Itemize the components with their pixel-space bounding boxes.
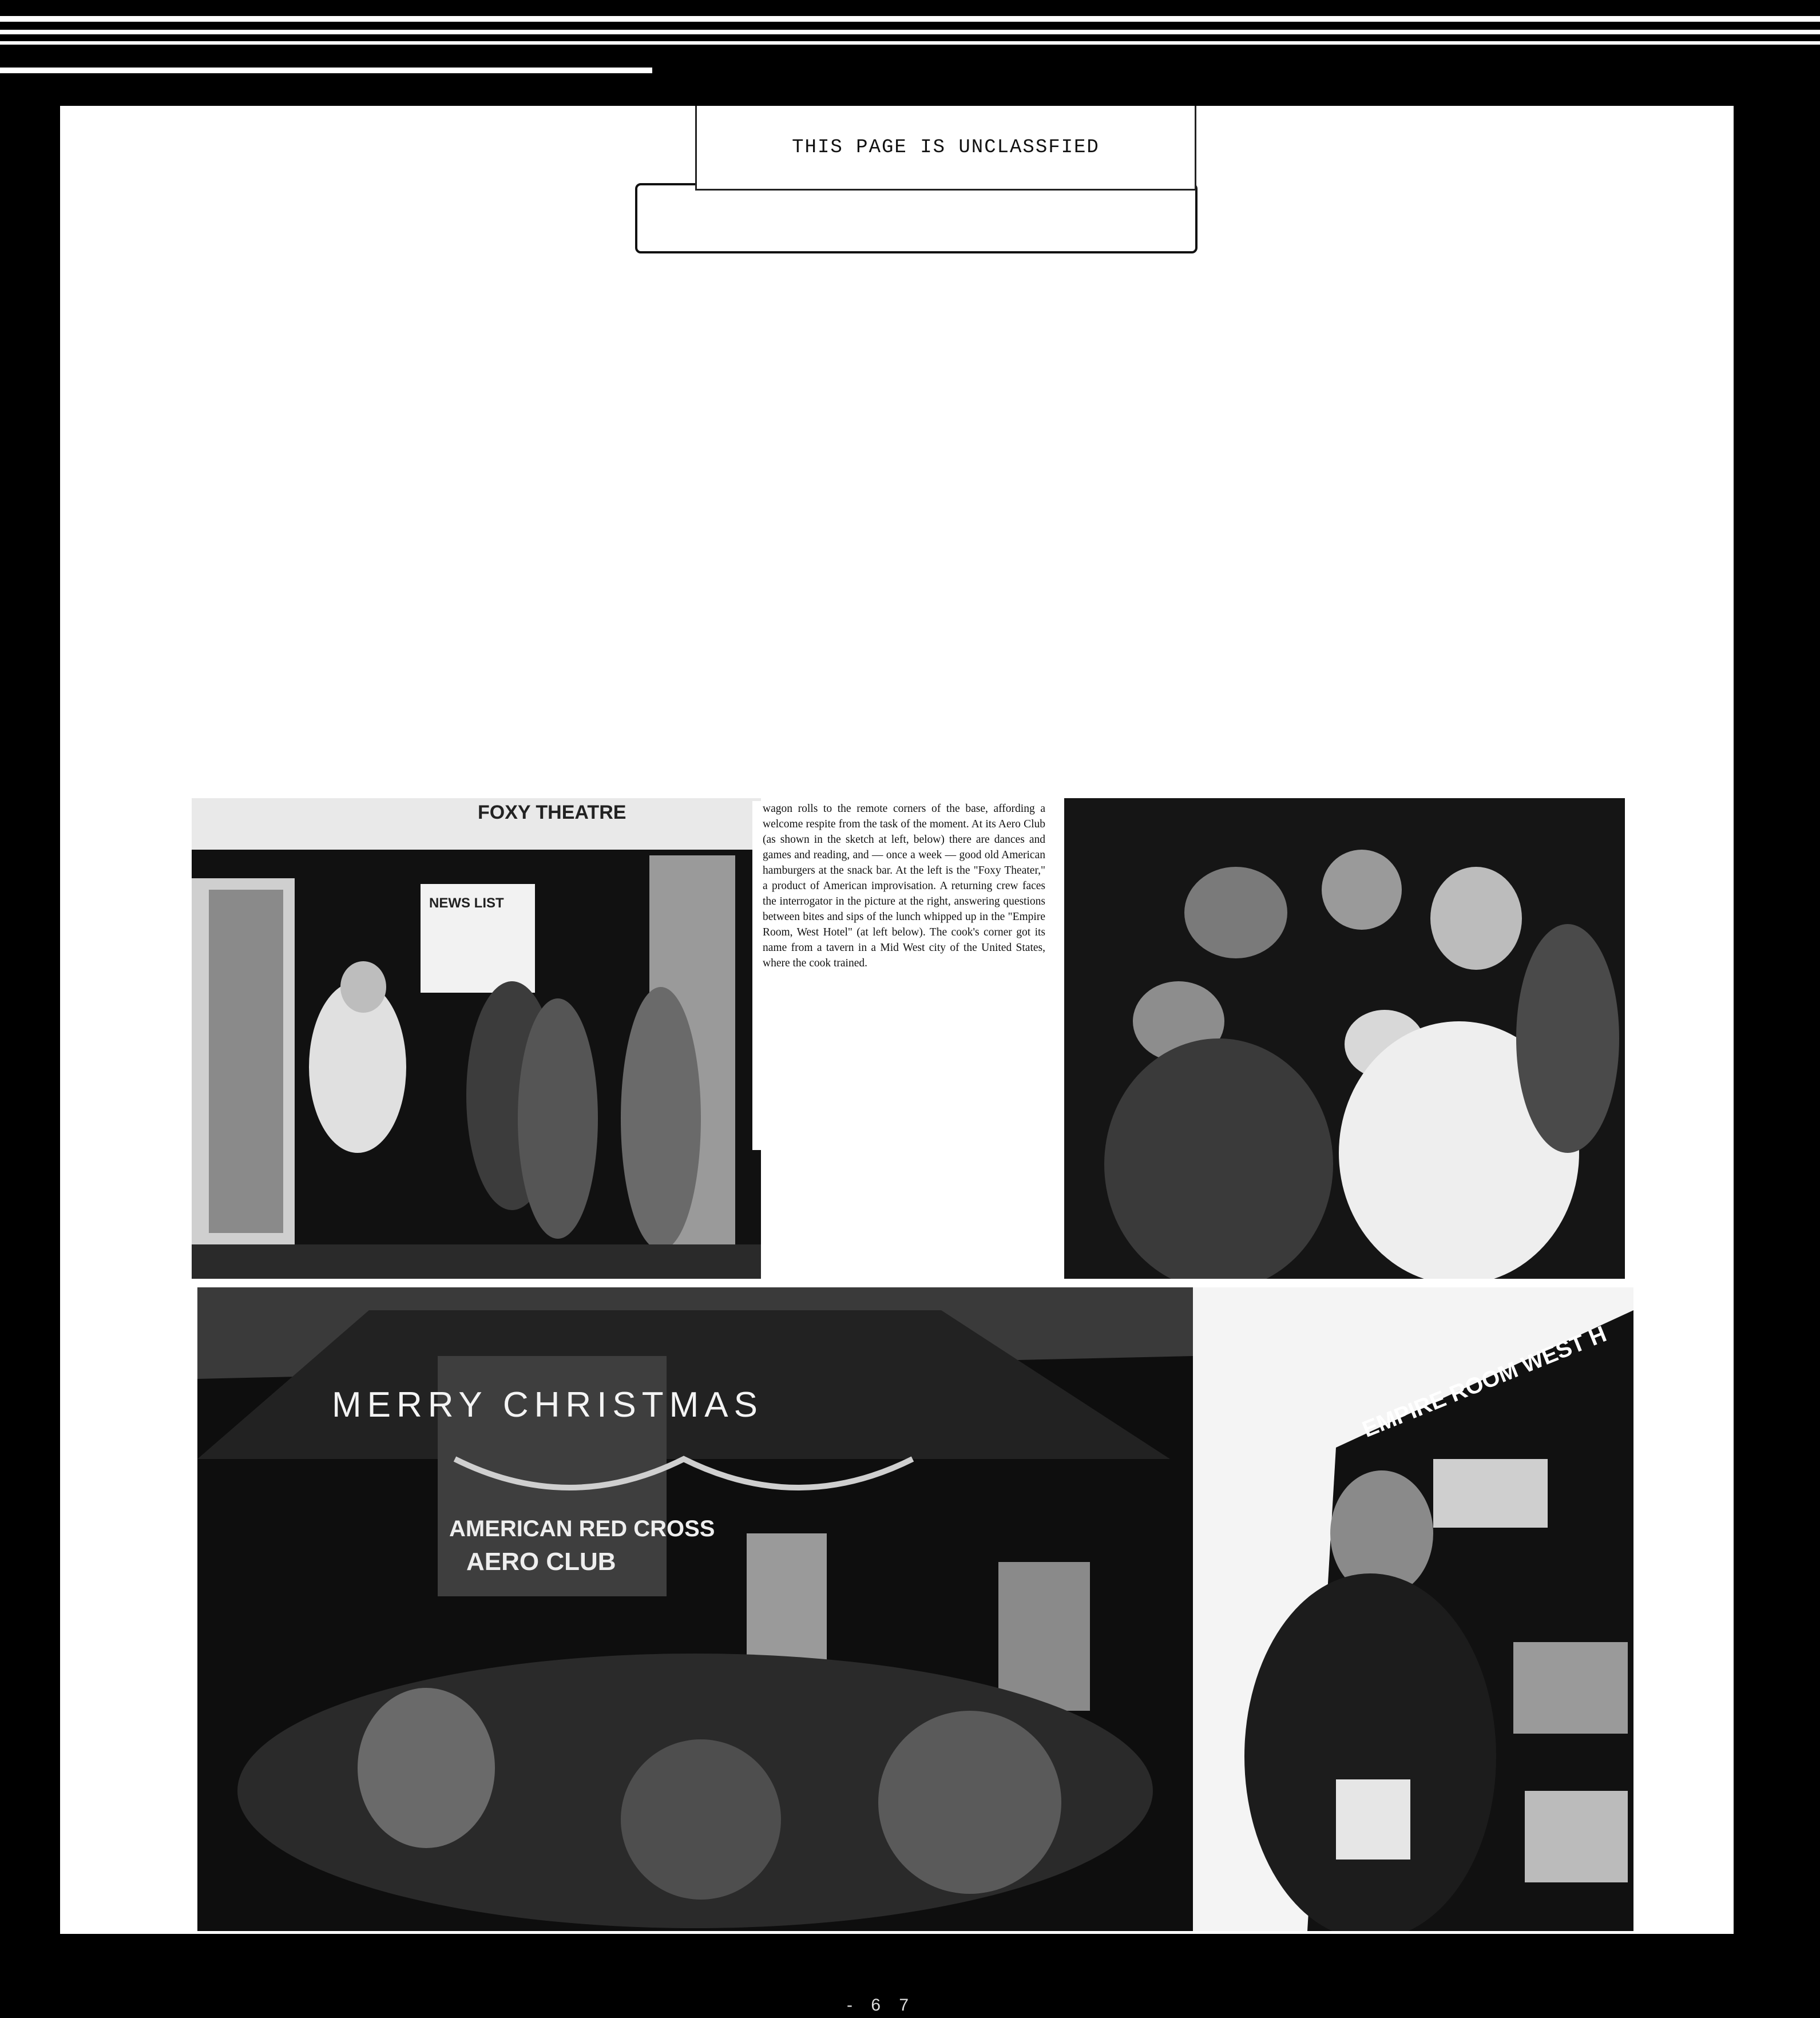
christmas-banner: MERRY CHRISTMAS [332, 1385, 764, 1425]
caption-text: wagon rolls to the remote corners of the base, affording a welcome respite from the task of the moment. At its Aero Club (as shown in the sketch at left, below) there are dances and games and reading, and — once a week — good old American hamburgers at the snack bar. At the left is the "Foxy Theater," a product of American improvisation. A returning crew faces the interrogator in the picture at the right, answering questions between bites and sips of the lunch whipped up in the "Empire Room, West Hotel" (at left below). The cook's corner got its name from a tavern in a Mid West city of the United States, where the cook trained. [763, 803, 1045, 969]
caption-column [752, 801, 1056, 1150]
stamp-tab [635, 183, 1198, 253]
photo-foxy-theater [192, 798, 761, 1279]
classification-stamp-text: THIS PAGE IS UNCLASSFIED [792, 136, 1100, 158]
empire-room-sign: EMPIRE ROOM WEST H [1359, 1321, 1610, 1442]
theater-sign: FOXY THEATRE [478, 802, 627, 823]
scan-top-border [0, 0, 1820, 80]
photo-aero-club-christmas [197, 1287, 1193, 1931]
theater-notice: NEWS LIST [429, 895, 504, 911]
page-folio: - 6 7 [847, 1996, 916, 2015]
aero-club-sign-line1: AMERICAN RED CROSS [449, 1516, 715, 1541]
photo-crew-interrogation [1064, 798, 1625, 1279]
classification-stamp [695, 106, 1196, 191]
aero-club-sign-line2: AERO CLUB [466, 1548, 616, 1576]
photo-empire-room [1193, 1287, 1633, 1931]
